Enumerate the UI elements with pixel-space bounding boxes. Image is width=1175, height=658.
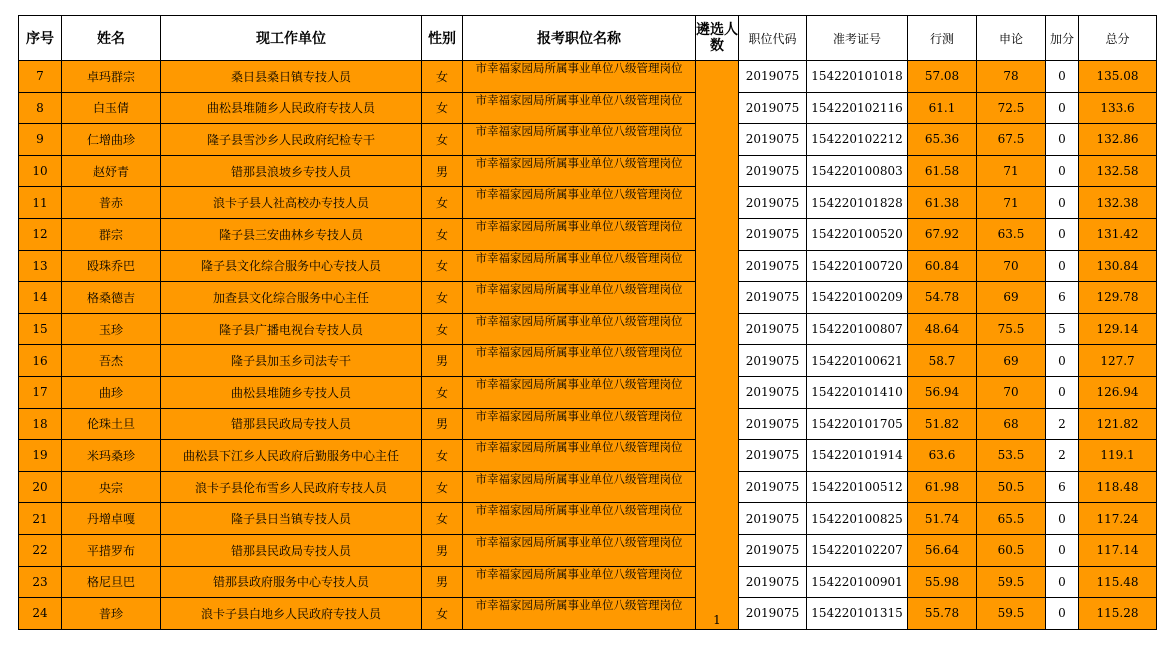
cell-xingce: 65.36	[908, 124, 977, 156]
cell-position	[463, 187, 696, 219]
cell-gender: 男	[422, 345, 463, 377]
cell-name: 赵妤青	[62, 155, 161, 187]
cell-xingce: 60.84	[908, 250, 977, 282]
cell-xingce: 61.1	[908, 92, 977, 124]
cell-shenlun: 78	[977, 61, 1046, 93]
cell-name: 米玛桑珍	[62, 440, 161, 472]
header-xingce: 行测	[908, 16, 977, 61]
cell-gender: 女	[422, 187, 463, 219]
cell-bonus: 0	[1046, 61, 1079, 93]
cell-shenlun: 63.5	[977, 218, 1046, 250]
cell-unit: 浪卡子县白地乡人民政府专技人员	[161, 598, 422, 630]
cell-name: 吾杰	[62, 345, 161, 377]
cell-name: 玉珍	[62, 313, 161, 345]
cell-position-text: 市幸福家园局所属事业单位八级管理岗位	[475, 503, 683, 518]
cell-gender: 女	[422, 282, 463, 314]
cell-seq: 15	[19, 313, 62, 345]
cell-shenlun: 75.5	[977, 313, 1046, 345]
cell-seq: 24	[19, 598, 62, 630]
cell-name: 伦珠土旦	[62, 408, 161, 440]
header-row	[19, 16, 1157, 61]
cell-xingce: 54.78	[908, 282, 977, 314]
cell-code: 2019075	[739, 566, 807, 598]
cell-bonus: 5	[1046, 313, 1079, 345]
cell-unit: 隆子县雪沙乡人民政府纪检专干	[161, 124, 422, 156]
cell-unit: 隆子县日当镇专技人员	[161, 503, 422, 535]
cell-xingce: 67.92	[908, 218, 977, 250]
cell-name: 央宗	[62, 471, 161, 503]
header-name: 姓名	[62, 16, 161, 61]
cell-seq: 8	[19, 92, 62, 124]
cell-code: 2019075	[739, 534, 807, 566]
cell-xingce: 55.78	[908, 598, 977, 630]
cell-gender: 女	[422, 61, 463, 93]
cell-ticket: 154220102116	[807, 92, 908, 124]
cell-position	[463, 534, 696, 566]
cell-position-text: 市幸福家园局所属事业单位八级管理岗位	[475, 534, 683, 549]
cell-position-text: 市幸福家园局所属事业单位八级管理岗位	[475, 376, 683, 391]
cell-position	[463, 408, 696, 440]
cell-xingce: 61.58	[908, 155, 977, 187]
cell-position-text: 市幸福家园局所属事业单位八级管理岗位	[475, 124, 683, 139]
cell-total: 129.78	[1079, 282, 1157, 314]
cell-xingce: 57.08	[908, 61, 977, 93]
cell-gender: 女	[422, 503, 463, 535]
cell-seq: 7	[19, 61, 62, 93]
cell-name: 仁增曲珍	[62, 124, 161, 156]
cell-total: 127.7	[1079, 345, 1157, 377]
cell-bonus: 0	[1046, 376, 1079, 408]
cell-ticket: 154220102207	[807, 534, 908, 566]
cell-position	[463, 598, 696, 630]
cell-xingce: 51.74	[908, 503, 977, 535]
cell-ticket: 154220100803	[807, 155, 908, 187]
cell-bonus: 0	[1046, 92, 1079, 124]
cell-position	[463, 250, 696, 282]
cell-xingce: 61.38	[908, 187, 977, 219]
cell-ticket: 154220101914	[807, 440, 908, 472]
cell-code: 2019075	[739, 92, 807, 124]
cell-position-text: 市幸福家园局所属事业单位八级管理岗位	[475, 408, 683, 423]
cell-ticket: 154220102212	[807, 124, 908, 156]
header-shenlun: 申论	[977, 16, 1046, 61]
cell-name: 平措罗布	[62, 534, 161, 566]
table-row	[19, 313, 1157, 345]
cell-gender: 女	[422, 250, 463, 282]
cell-seq: 9	[19, 124, 62, 156]
header-total: 总分	[1079, 16, 1157, 61]
cell-xingce: 63.6	[908, 440, 977, 472]
results-table	[18, 15, 1157, 630]
cell-ticket: 154220101410	[807, 376, 908, 408]
cell-code: 2019075	[739, 345, 807, 377]
cell-total: 117.14	[1079, 534, 1157, 566]
table-row	[19, 187, 1157, 219]
cell-code: 2019075	[739, 124, 807, 156]
cell-gender: 女	[422, 218, 463, 250]
cell-shenlun: 69	[977, 282, 1046, 314]
cell-unit: 隆子县三安曲林乡专技人员	[161, 218, 422, 250]
cell-total: 132.38	[1079, 187, 1157, 219]
cell-seq: 13	[19, 250, 62, 282]
cell-shenlun: 53.5	[977, 440, 1046, 472]
cell-ticket: 154220100621	[807, 345, 908, 377]
cell-name: 群宗	[62, 218, 161, 250]
cell-shenlun: 72.5	[977, 92, 1046, 124]
cell-shenlun: 50.5	[977, 471, 1046, 503]
cell-bonus: 0	[1046, 187, 1079, 219]
cell-position	[463, 61, 696, 93]
cell-name: 曲珍	[62, 376, 161, 408]
table-row	[19, 250, 1157, 282]
cell-position	[463, 282, 696, 314]
cell-position	[463, 503, 696, 535]
cell-code: 2019075	[739, 471, 807, 503]
cell-bonus: 6	[1046, 471, 1079, 503]
cell-total: 118.48	[1079, 471, 1157, 503]
cell-ticket: 154220100520	[807, 218, 908, 250]
cell-position-text: 市幸福家园局所属事业单位八级管理岗位	[475, 566, 683, 581]
cell-position	[463, 566, 696, 598]
cell-code: 2019075	[739, 598, 807, 630]
cell-ticket: 154220100807	[807, 313, 908, 345]
cell-shenlun: 70	[977, 250, 1046, 282]
cell-bonus: 0	[1046, 534, 1079, 566]
cell-seq: 18	[19, 408, 62, 440]
cell-total: 131.42	[1079, 218, 1157, 250]
cell-unit: 隆子县加玉乡司法专干	[161, 345, 422, 377]
cell-code: 2019075	[739, 282, 807, 314]
cell-shenlun: 67.5	[977, 124, 1046, 156]
cell-position-text: 市幸福家园局所属事业单位八级管理岗位	[475, 440, 683, 455]
cell-xingce: 51.82	[908, 408, 977, 440]
table-row	[19, 92, 1157, 124]
cell-seq: 22	[19, 534, 62, 566]
cell-code: 2019075	[739, 187, 807, 219]
cell-position-text: 市幸福家园局所属事业单位八级管理岗位	[475, 155, 683, 170]
cell-position	[463, 313, 696, 345]
cell-position	[463, 440, 696, 472]
table-row	[19, 566, 1157, 598]
cell-bonus: 2	[1046, 440, 1079, 472]
cell-position	[463, 155, 696, 187]
cell-code: 2019075	[739, 503, 807, 535]
cell-position-text: 市幸福家园局所属事业单位八级管理岗位	[475, 598, 683, 613]
cell-gender: 男	[422, 534, 463, 566]
cell-seq: 17	[19, 376, 62, 408]
table-row	[19, 534, 1157, 566]
table-row	[19, 408, 1157, 440]
cell-position	[463, 345, 696, 377]
cell-total: 133.6	[1079, 92, 1157, 124]
cell-shenlun: 60.5	[977, 534, 1046, 566]
cell-xingce: 56.94	[908, 376, 977, 408]
cell-total: 119.1	[1079, 440, 1157, 472]
cell-name: 普珍	[62, 598, 161, 630]
table-row	[19, 598, 1157, 630]
cell-shenlun: 69	[977, 345, 1046, 377]
cell-seq: 12	[19, 218, 62, 250]
cell-xingce: 48.64	[908, 313, 977, 345]
cell-shenlun: 71	[977, 187, 1046, 219]
cell-gender: 男	[422, 566, 463, 598]
cell-bonus: 0	[1046, 124, 1079, 156]
header-position: 报考职位名称	[463, 16, 696, 61]
cell-unit: 错那县浪坡乡专技人员	[161, 155, 422, 187]
cell-unit: 隆子县文化综合服务中心专技人员	[161, 250, 422, 282]
cell-code: 2019075	[739, 313, 807, 345]
cell-position	[463, 376, 696, 408]
cell-ticket: 154220100209	[807, 282, 908, 314]
table-row	[19, 503, 1157, 535]
cell-position	[463, 218, 696, 250]
cell-position-text: 市幸福家园局所属事业单位八级管理岗位	[475, 92, 683, 107]
cell-bonus: 0	[1046, 155, 1079, 187]
cell-position-text: 市幸福家园局所属事业单位八级管理岗位	[475, 345, 683, 360]
cell-ticket: 154220101828	[807, 187, 908, 219]
cell-xingce: 61.98	[908, 471, 977, 503]
cell-bonus: 0	[1046, 250, 1079, 282]
cell-code: 2019075	[739, 440, 807, 472]
cell-position-text: 市幸福家园局所属事业单位八级管理岗位	[475, 187, 683, 202]
cell-ticket: 154220100720	[807, 250, 908, 282]
cell-code: 2019075	[739, 408, 807, 440]
table-row	[19, 155, 1157, 187]
cell-total: 126.94	[1079, 376, 1157, 408]
cell-ticket: 154220101315	[807, 598, 908, 630]
table-row	[19, 218, 1157, 250]
cell-gender: 女	[422, 471, 463, 503]
cell-name: 丹增卓嘎	[62, 503, 161, 535]
cell-name: 格桑德吉	[62, 282, 161, 314]
table-row	[19, 440, 1157, 472]
cell-name: 卓玛群宗	[62, 61, 161, 93]
cell-code: 2019075	[739, 155, 807, 187]
cell-gender: 女	[422, 440, 463, 472]
cell-seq: 10	[19, 155, 62, 187]
cell-seq: 20	[19, 471, 62, 503]
cell-unit: 错那县政府服务中心专技人员	[161, 566, 422, 598]
table-body	[19, 61, 1157, 630]
header-code: 职位代码	[739, 16, 807, 61]
cell-unit: 曲松县堆随乡人民政府专技人员	[161, 92, 422, 124]
cell-ticket: 154220100512	[807, 471, 908, 503]
cell-position-text: 市幸福家园局所属事业单位八级管理岗位	[475, 250, 683, 265]
cell-bonus: 0	[1046, 566, 1079, 598]
header-ticket: 准考证号	[807, 16, 908, 61]
table-row	[19, 345, 1157, 377]
cell-total: 132.86	[1079, 124, 1157, 156]
cell-xingce: 55.98	[908, 566, 977, 598]
cell-gender: 男	[422, 408, 463, 440]
header-quota: 遴选人数	[696, 16, 739, 61]
cell-code: 2019075	[739, 376, 807, 408]
cell-total: 115.48	[1079, 566, 1157, 598]
cell-unit: 曲松县下江乡人民政府后勤服务中心主任	[161, 440, 422, 472]
cell-unit: 浪卡子县伦布雪乡人民政府专技人员	[161, 471, 422, 503]
cell-code: 2019075	[739, 61, 807, 93]
cell-total: 132.58	[1079, 155, 1157, 187]
cell-position	[463, 124, 696, 156]
cell-bonus: 0	[1046, 218, 1079, 250]
header-seq: 序号	[19, 16, 62, 61]
cell-ticket: 154220101018	[807, 61, 908, 93]
cell-bonus: 0	[1046, 345, 1079, 377]
table-row	[19, 282, 1157, 314]
cell-position	[463, 471, 696, 503]
table-row	[19, 61, 1157, 93]
header-unit: 现工作单位	[161, 16, 422, 61]
header-gender: 性别	[422, 16, 463, 61]
cell-seq: 23	[19, 566, 62, 598]
cell-xingce: 56.64	[908, 534, 977, 566]
cell-gender: 女	[422, 313, 463, 345]
cell-shenlun: 71	[977, 155, 1046, 187]
cell-gender: 女	[422, 124, 463, 156]
cell-seq: 19	[19, 440, 62, 472]
cell-bonus: 0	[1046, 503, 1079, 535]
table-row	[19, 124, 1157, 156]
cell-gender: 女	[422, 598, 463, 630]
cell-unit: 浪卡子县人社高校办专技人员	[161, 187, 422, 219]
cell-position	[463, 92, 696, 124]
cell-seq: 11	[19, 187, 62, 219]
cell-gender: 女	[422, 376, 463, 408]
cell-ticket: 154220100825	[807, 503, 908, 535]
cell-bonus: 2	[1046, 408, 1079, 440]
cell-gender: 男	[422, 155, 463, 187]
cell-name: 殴珠乔巴	[62, 250, 161, 282]
cell-name: 普赤	[62, 187, 161, 219]
cell-total: 121.82	[1079, 408, 1157, 440]
cell-gender: 女	[422, 92, 463, 124]
cell-code: 2019075	[739, 218, 807, 250]
cell-ticket: 154220101705	[807, 408, 908, 440]
cell-unit: 错那县民政局专技人员	[161, 534, 422, 566]
cell-total: 129.14	[1079, 313, 1157, 345]
cell-total: 135.08	[1079, 61, 1157, 93]
cell-unit: 隆子县广播电视台专技人员	[161, 313, 422, 345]
cell-seq: 21	[19, 503, 62, 535]
cell-position-text: 市幸福家园局所属事业单位八级管理岗位	[475, 61, 683, 75]
cell-seq: 14	[19, 282, 62, 314]
cell-seq: 16	[19, 345, 62, 377]
cell-shenlun: 70	[977, 376, 1046, 408]
cell-bonus: 0	[1046, 598, 1079, 630]
cell-position-text: 市幸福家园局所属事业单位八级管理岗位	[475, 471, 683, 486]
cell-quota: 1	[696, 61, 739, 630]
cell-total: 117.24	[1079, 503, 1157, 535]
cell-unit: 曲松县堆随乡专技人员	[161, 376, 422, 408]
header-bonus: 加分	[1046, 16, 1079, 61]
cell-total: 115.28	[1079, 598, 1157, 630]
cell-shenlun: 65.5	[977, 503, 1046, 535]
cell-shenlun: 59.5	[977, 598, 1046, 630]
cell-unit: 错那县民政局专技人员	[161, 408, 422, 440]
cell-xingce: 58.7	[908, 345, 977, 377]
cell-name: 白玉倩	[62, 92, 161, 124]
cell-total: 130.84	[1079, 250, 1157, 282]
cell-position-text: 市幸福家园局所属事业单位八级管理岗位	[475, 282, 683, 297]
cell-code: 2019075	[739, 250, 807, 282]
cell-bonus: 6	[1046, 282, 1079, 314]
cell-unit: 加查县文化综合服务中心主任	[161, 282, 422, 314]
cell-name: 格尼旦巴	[62, 566, 161, 598]
cell-position-text: 市幸福家园局所属事业单位八级管理岗位	[475, 313, 683, 328]
cell-position-text: 市幸福家园局所属事业单位八级管理岗位	[475, 218, 683, 233]
table-row	[19, 376, 1157, 408]
cell-unit: 桑日县桑日镇专技人员	[161, 61, 422, 93]
cell-shenlun: 68	[977, 408, 1046, 440]
table-row	[19, 471, 1157, 503]
cell-ticket: 154220100901	[807, 566, 908, 598]
cell-shenlun: 59.5	[977, 566, 1046, 598]
